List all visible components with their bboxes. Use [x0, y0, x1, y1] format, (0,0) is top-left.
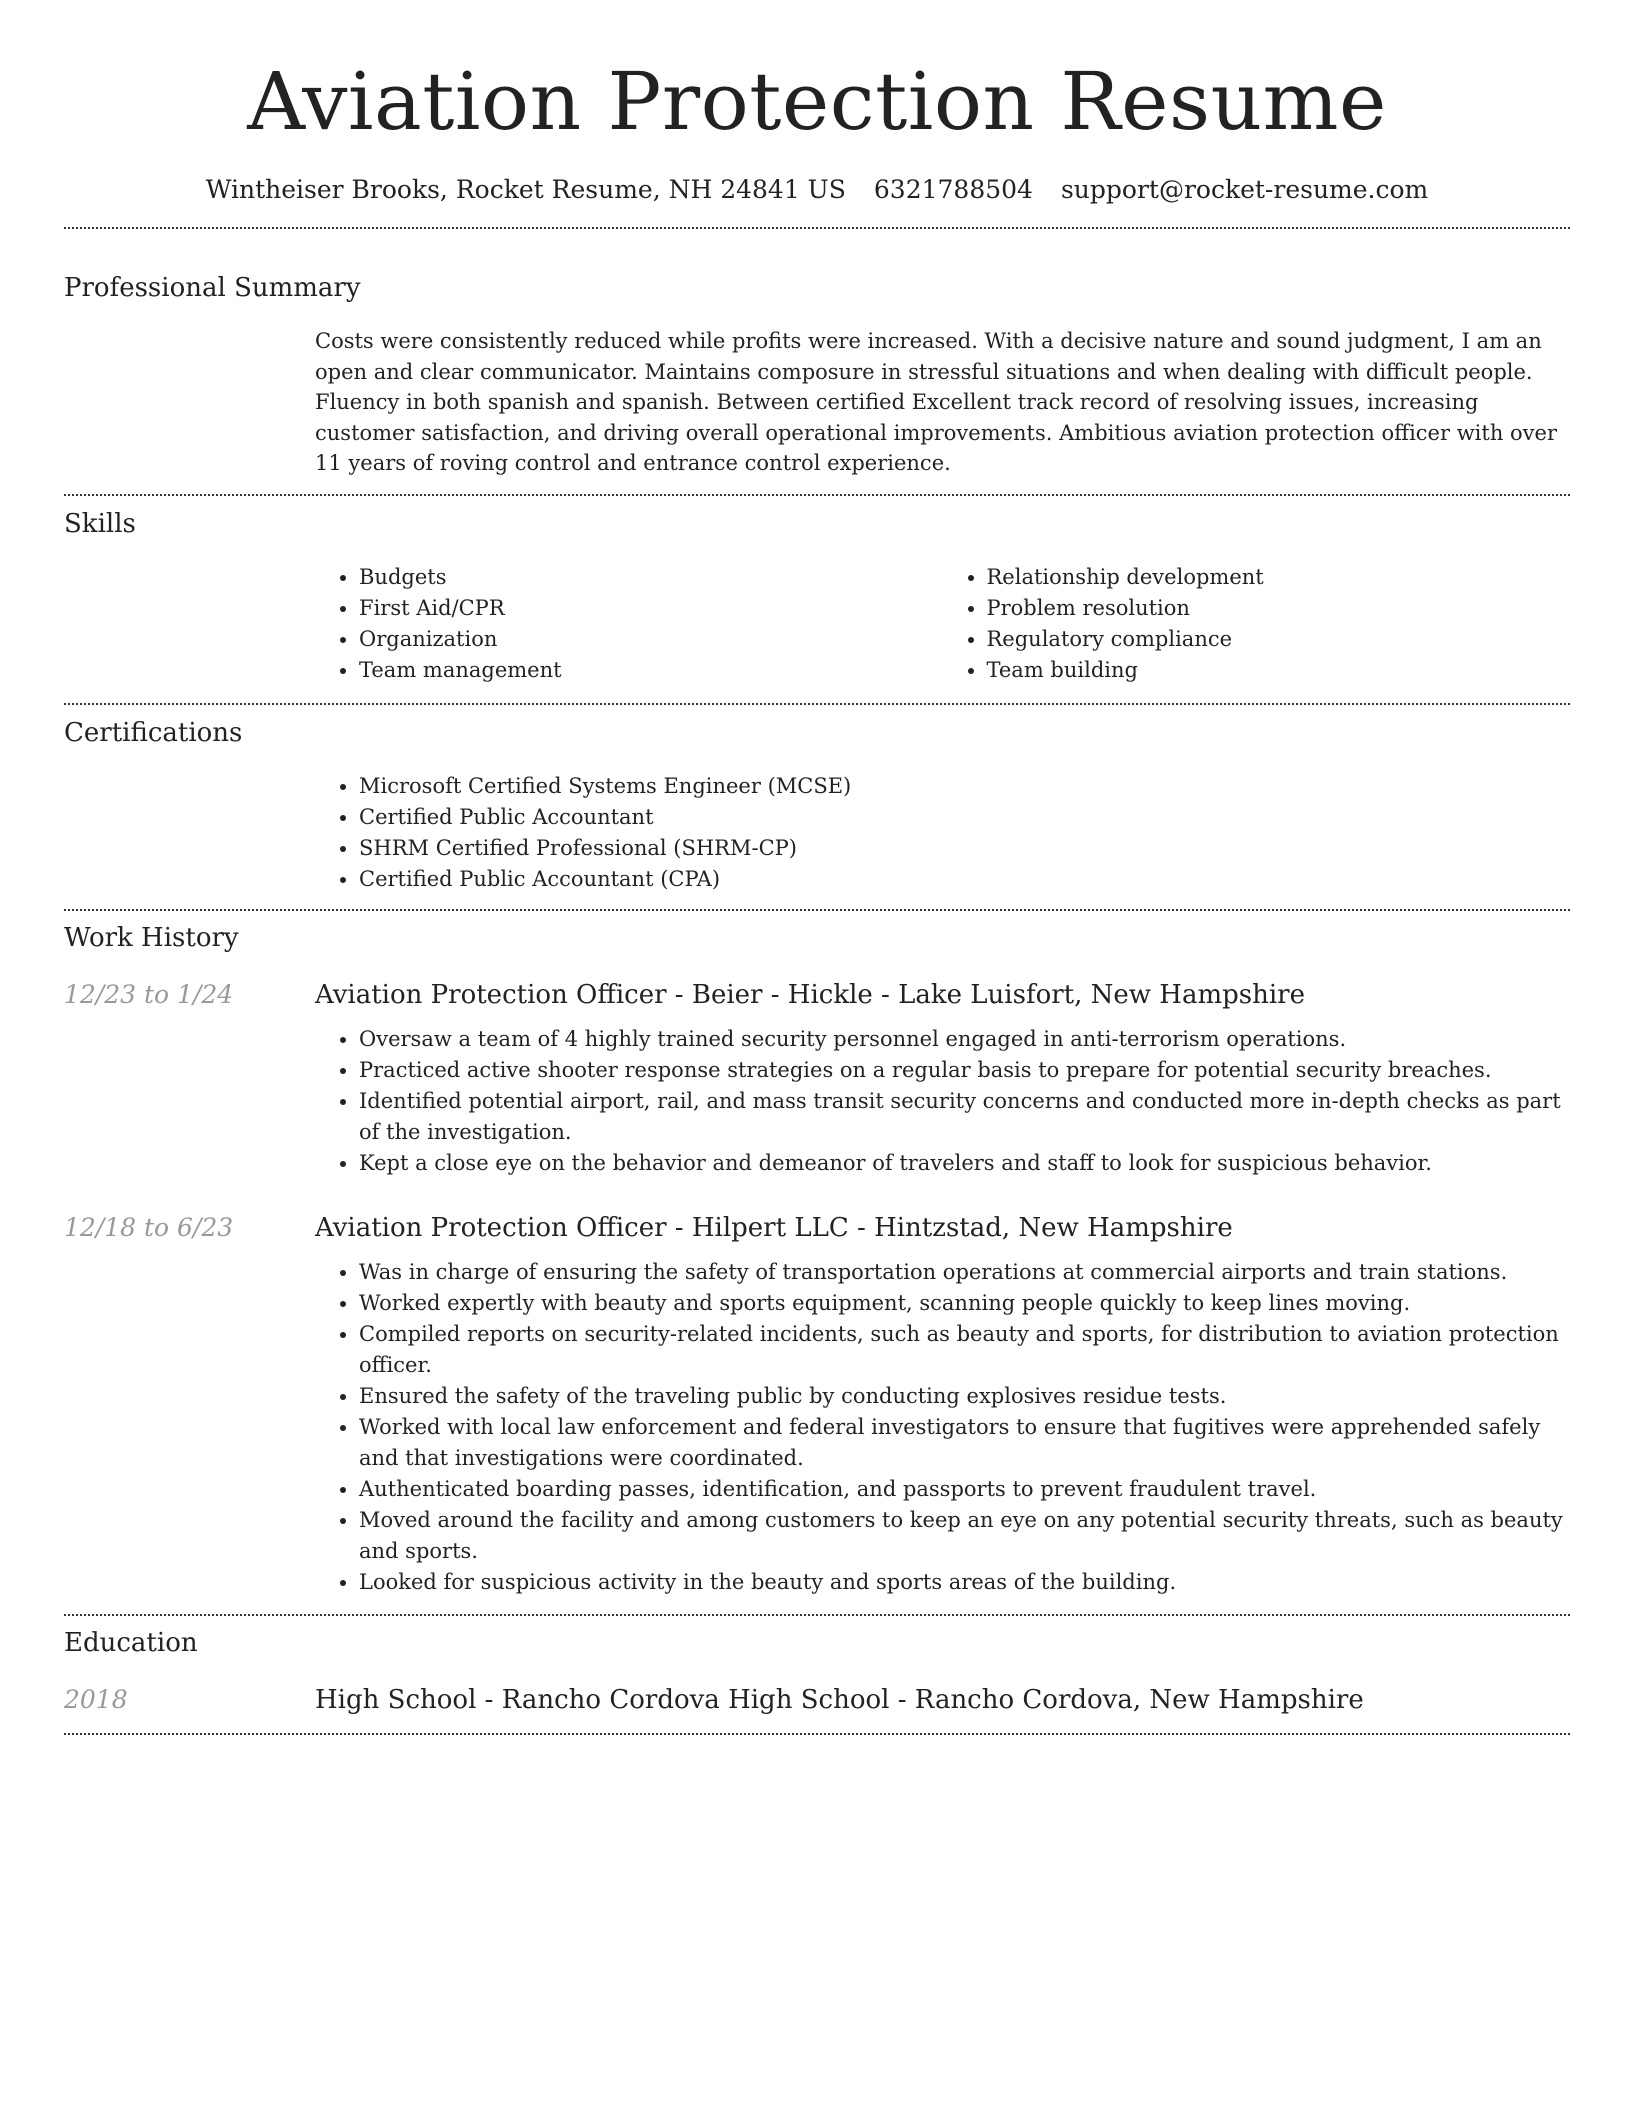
contact-line — [64, 172, 1570, 208]
job-bullet: • Authenticated boarding passes, identification, and passports to prevent fraudulent travel. — [359, 1474, 1570, 1505]
job-bullet: • Worked with local law enforcement and federal investigators to ensure that fugitives were apprehended safely and that investigations were coordinated. — [359, 1412, 1570, 1474]
skill-item: • Team management — [359, 655, 943, 686]
job-dates: 12/18 to 6/23 — [64, 1212, 234, 1242]
skills-column-right — [943, 562, 1571, 686]
job-bullet: • Oversaw a team of 4 highly trained security personnel engaged in anti-terrorism operations. — [359, 1024, 1570, 1055]
resume-page — [64, 0, 1570, 1735]
skill-item: • First Aid/CPR — [359, 593, 943, 624]
certifications-heading: Certifications — [64, 717, 243, 748]
contact-phone: 6321788504 — [873, 175, 1033, 204]
job-bullet: • Looked for suspicious activity in the beauty and sports areas of the building. — [359, 1567, 1570, 1598]
skills-list — [315, 562, 1570, 686]
contact-address: Wintheiser Brooks, Rocket Resume, NH 24841 US — [205, 175, 846, 204]
skill-item: • Budgets — [359, 562, 943, 593]
page-title: Aviation Protection Resume — [247, 55, 1387, 148]
job-title: Aviation Protection Officer - Beier - Hickle - Lake Luisfort, New Hampshire — [315, 979, 1305, 1010]
job-title: Aviation Protection Officer - Hilpert LLC - Hintzstad, New Hampshire — [315, 1212, 1233, 1243]
skill-item: • Relationship development — [987, 562, 1571, 593]
section-divider — [64, 909, 1570, 911]
skills-column-left — [315, 562, 943, 686]
skill-item: • Problem resolution — [987, 593, 1571, 624]
certifications-list — [315, 771, 1570, 895]
summary-text: Costs were consistently reduced while profits were increased. With a decisive nature and sound judgment, I am an open and clear communicator. Maintains composure in stressful situations and when dealing with difficult people. Fluency in both spanish and spanish. Between certified Excellent track record of resolving issues, increasing customer satisfaction, and driving overall operational improvements. Ambitious aviation protection officer with over 11 years of roving control and entrance control experience. — [315, 329, 1557, 476]
skill-item: • Team building — [987, 655, 1571, 686]
education-heading: Education — [64, 1627, 198, 1658]
job-bullet: • Moved around the facility and among customers to keep an eye on any potential security threats, such as beauty and sports. — [359, 1505, 1570, 1567]
job-bullet: • Was in charge of ensuring the safety of transportation operations at commercial airports and train stations. — [359, 1257, 1570, 1288]
work-heading: Work History — [64, 922, 239, 953]
section-divider — [64, 494, 1570, 496]
section-divider — [64, 703, 1570, 705]
job-bullet: • Ensured the safety of the traveling public by conducting explosives residue tests. — [359, 1381, 1570, 1412]
job-bullet: • Worked expertly with beauty and sports equipment, scanning people quickly to keep lines moving. — [359, 1288, 1570, 1319]
education-year: 2018 — [64, 1684, 128, 1714]
job-bullet: • Kept a close eye on the behavior and demeanor of travelers and staff to look for suspicious behavior. — [359, 1148, 1570, 1179]
summary-heading: Professional Summary — [64, 273, 361, 303]
skill-item: • Organization — [359, 624, 943, 655]
job-bullet: • Practiced active shooter response strategies on a regular basis to prepare for potential security breaches. — [359, 1055, 1570, 1086]
job-entry — [64, 1210, 1570, 1598]
section-divider — [64, 1614, 1570, 1616]
certification-item: • SHRM Certified Professional (SHRM-CP) — [359, 833, 1570, 864]
certification-item: • Certified Public Accountant (CPA) — [359, 864, 1570, 895]
education-title: High School - Rancho Cordova High School - Rancho Cordova, New Hampshire — [315, 1684, 1364, 1715]
skills-heading: Skills — [64, 508, 136, 539]
skill-item: • Regulatory compliance — [987, 624, 1571, 655]
contact-email: support@rocket-resume.com — [1060, 175, 1429, 204]
certification-item: • Microsoft Certified Systems Engineer (MCSE) — [359, 771, 1570, 802]
section-divider — [64, 1733, 1570, 1735]
job-dates: 12/23 to 1/24 — [64, 979, 234, 1009]
job-entry — [64, 977, 1570, 1179]
certification-item: • Certified Public Accountant — [359, 802, 1570, 833]
education-entry — [64, 1682, 1570, 1718]
job-bullet: • Identified potential airport, rail, and mass transit security concerns and conducted more in-depth checks as part of the investigation. — [359, 1086, 1570, 1148]
job-bullet: • Compiled reports on security-related incidents, such as beauty and sports, for distribution to aviation protection officer. — [359, 1319, 1570, 1381]
section-divider — [64, 227, 1570, 229]
